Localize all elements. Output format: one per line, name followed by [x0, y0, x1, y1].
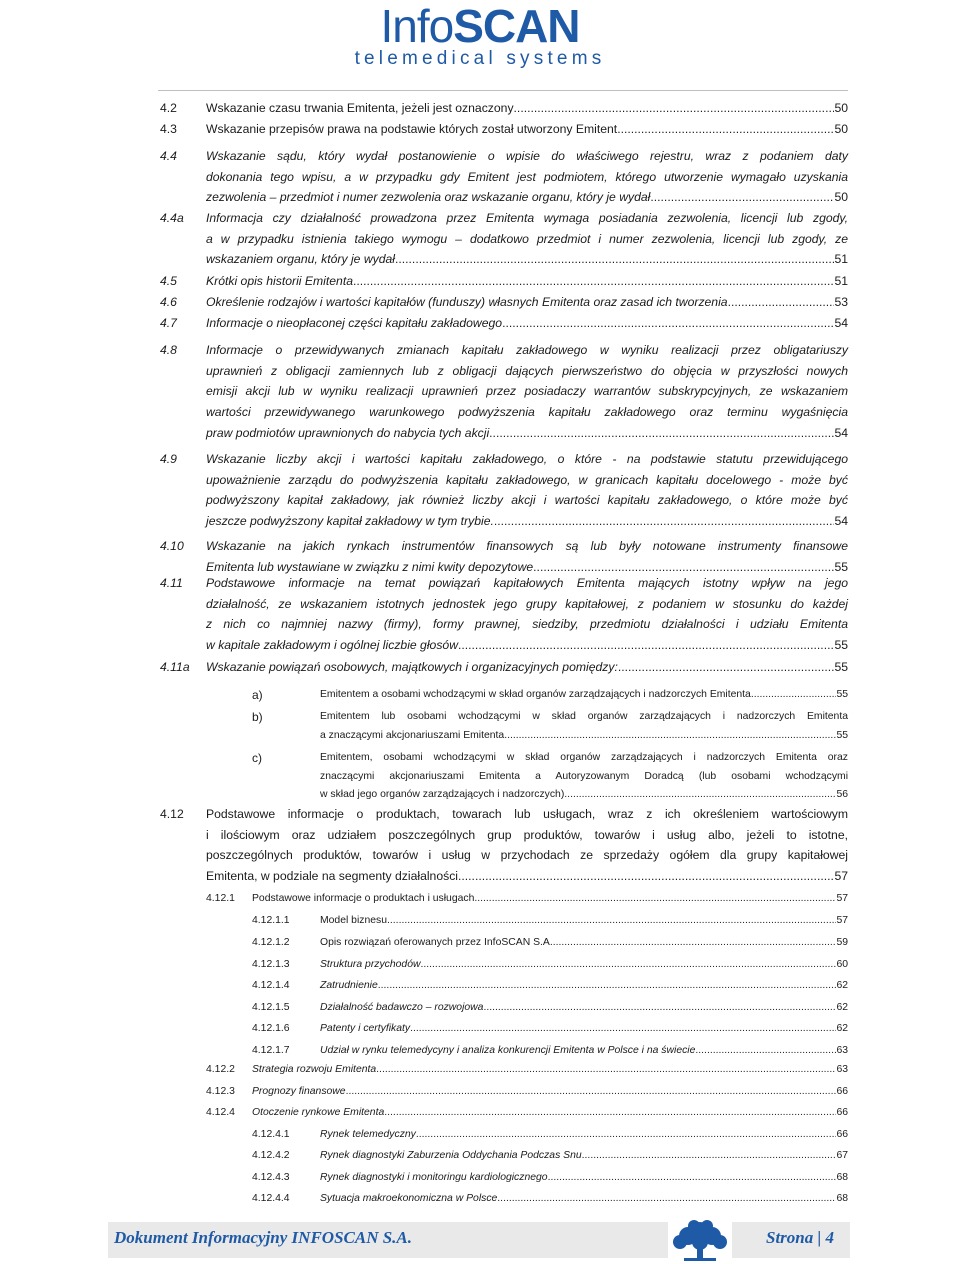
toc-entry-title: jeszcze podwyższony kapitał zakładowy w tym trybie. [206, 514, 494, 529]
toc-subentry-title: Prognozy finansowe [252, 1086, 346, 1097]
toc-subentry-line [320, 977, 848, 996]
toc-entry-last-line [206, 866, 848, 887]
toc-subentry-text [320, 708, 848, 745]
toc-dot-leader [458, 635, 834, 656]
toc-dot-leader [483, 999, 836, 1018]
toc-page-number: 62 [836, 1002, 848, 1013]
toc-entry-last-line [206, 249, 848, 270]
toc-page-number: 50 [834, 122, 848, 136]
toc-entry-number: 4.11 [160, 576, 183, 590]
tree-logo-icon [664, 1218, 736, 1264]
toc-entry-last-line [206, 187, 848, 208]
toc-page-number: 57 [834, 869, 848, 884]
toc-entry-title: w kapitale zakładowym i ogólnej liczbie głosów [206, 638, 458, 653]
toc-subentry-title: Otoczenie rynkowe Emitenta [252, 1107, 385, 1118]
toc-page-number: 54 [834, 425, 848, 440]
toc-dot-leader [582, 1147, 837, 1166]
toc-entry-title: Wskazanie czasu trwania Emitenta, jeżeli jest oznaczony [206, 101, 514, 115]
toc-subentry-title: Rynek diagnostyki i monitoringu kardiologicznego [320, 1172, 548, 1183]
toc-subentry-line [320, 1147, 848, 1166]
toc-subentry-number: 4.12.4.3 [252, 1172, 290, 1183]
toc-entry-text [206, 313, 848, 334]
toc-subentry-line [320, 934, 848, 953]
toc-page-number: 51 [834, 252, 848, 267]
toc-subentry-line [320, 999, 848, 1018]
toc-entry-title: Emitenta lub wystawiane w związku z nimi kwity depozytowe [206, 559, 534, 574]
toc-dot-leader [474, 890, 836, 909]
toc-page-number: 55 [836, 689, 848, 700]
toc-entry-title: Emitentem a osobami wchodzącymi w skład organów zarządzających i nadzorczych Emitenta [320, 689, 751, 700]
toc-entry-title: wskazaniem organu, który je wydał [206, 252, 395, 267]
toc-subentry-line [252, 890, 848, 909]
toc-entry-line: dokonania tego wpisu, a w przypadku gdy Emitent jest podmiotem, którego utworzenie wymagało uzyskania [206, 169, 848, 184]
toc-dot-leader [502, 313, 834, 334]
toc-page-number: 57 [836, 915, 848, 926]
toc-subentry-number: 4.12.1.6 [252, 1023, 290, 1034]
toc-entry-number: 4.5 [160, 274, 177, 288]
toc-subentry-number: 4.12.4 [206, 1107, 235, 1118]
toc-dot-leader [346, 1083, 837, 1102]
toc-entry-number: 4.3 [160, 122, 177, 136]
toc-entry-number: 4.7 [160, 316, 177, 330]
toc-entry-line: Informacja czy działalność prowadzona przez Emitenta wymaga posiadania zezwolenia, licencji lub zgody, [206, 211, 848, 225]
toc-entry-number: 4.11a [160, 660, 190, 674]
toc-page-number: 66 [836, 1107, 848, 1118]
toc-dot-leader [421, 956, 837, 975]
toc-entry-number: 4.6 [160, 295, 177, 309]
toc-entry-last-line [320, 786, 848, 805]
toc-entry-title: Wskazanie przepisów prawa na podstawie których został utworzony Emitent [206, 122, 618, 136]
toc-entry-last-line [206, 423, 848, 444]
toc-dot-leader [514, 98, 835, 119]
toc-subentry-line [320, 1126, 848, 1145]
logo-wordmark: InfoSCAN [380, 0, 580, 52]
toc-dot-leader [504, 727, 836, 746]
toc-subentry-title: Rynek telemedyczny [320, 1129, 416, 1140]
toc-subentry-label: c) [252, 751, 262, 765]
toc-entry-line: działalność, ze wskazaniem istotnych jednostek jego grupy kapitałowej, z podaniem w stosunku do każdej [206, 596, 848, 611]
toc-dot-leader [695, 1042, 836, 1061]
toc-entry-number: 4.8 [160, 343, 177, 357]
toc-page-number: 53 [834, 295, 848, 309]
toc-entry-title: Informacje o nieopłaconej części kapitału zakładowego [206, 316, 503, 330]
toc-subentry-number: 4.12.1.7 [252, 1045, 290, 1056]
toc-subentry-title: Rynek diagnostyki Zaburzenia Oddychania Podczas Snu [320, 1150, 582, 1161]
toc-entry-line: Podstawowe informacje na temat powiązań kapitałowych Emitenta mających istotny wpływ na jego [206, 576, 848, 590]
toc-subentry-line: Emitentem lub osobami wchodzącymi w skład organów zarządzających i nadzorczych Emitenta [320, 711, 848, 722]
toc-entry-number: 4.12 [160, 807, 184, 821]
toc-entry-last-line [206, 635, 848, 656]
toc-dot-leader [548, 1169, 837, 1188]
toc-page-number: 66 [836, 1129, 848, 1140]
toc-entry-line: poszczególnych produktów, towarów i usług w przychodach ze sprzedaży ogółem dla grupy kapitałowej [206, 848, 848, 863]
toc-entry-text [206, 340, 848, 444]
toc-subentry-title: Patenty i certyfikaty [320, 1023, 411, 1034]
toc-dot-leader [728, 292, 835, 313]
toc-dot-leader [494, 511, 835, 532]
toc-entry-line: podwyższony kapitał zakładowy, jak również liczby akcji i wartości kapitału zakładowego, o które może być [206, 493, 848, 508]
toc-entry-number: 4.2 [160, 101, 177, 115]
toc-subentry-number: 4.12.1.4 [252, 980, 290, 991]
toc-entry-last-line [206, 292, 848, 313]
toc-entry-last-line [206, 313, 848, 334]
toc-subentry-number: 4.12.2 [206, 1064, 235, 1075]
toc-dot-leader [458, 866, 834, 887]
toc-entry-line: i ilościowym oraz udziałem poszczególnych grup produktów, towarów i usług albo, jeżeli to istotne, [206, 827, 848, 842]
footer-page-number: Strona | 4 [766, 1228, 834, 1247]
toc-entry-line: Wskazanie sądu, który wydał postanowienie o wpisie do właściwego rejestru, wraz z podaniem daty [206, 149, 848, 163]
toc-subentry-line: Emitentem, osobami wchodzącymi w skład organów zarządzających i nadzorczych Emitenta oraz [320, 752, 848, 763]
toc-subentry-line [252, 1083, 848, 1102]
toc-page-number: 55 [834, 638, 848, 653]
toc-entry-line: emisji akcji lub w wyniku realizacji uprawnień przez posiadaczy warrantów subskrypcyjnych, ze wskazaniem [206, 384, 848, 399]
toc-dot-leader [376, 1061, 836, 1080]
toc-page-number: 66 [836, 1086, 848, 1097]
toc-subentry-number: 4.12.1.2 [252, 937, 290, 948]
toc-dot-leader [618, 657, 835, 678]
toc-dot-leader [617, 119, 834, 140]
toc-entry-title: praw podmiotów uprawnionych do nabycia tych akcji [206, 425, 490, 440]
toc-entry-number: 4.4 [160, 149, 177, 163]
toc-entry-last-line [206, 98, 848, 119]
toc-subentry-title: Udział w rynku telemedycyny i analiza konkurencji Emitenta w Polsce i na świecie [320, 1045, 696, 1056]
toc-entry-line: Wskazanie na jakich rynkach instrumentów finansowych są lub były notowane instrumenty finansowe [206, 539, 848, 553]
toc-subentry-label: b) [252, 710, 263, 724]
toc-entry-line: Podstawowe informacje o produktach, towarach lub usługach, wraz z ich określeniem wartościowym [206, 807, 848, 821]
toc-entry-last-line [206, 271, 848, 292]
toc-page-number: 60 [836, 959, 848, 970]
toc-entry-text [206, 573, 848, 656]
toc-entry-text [206, 449, 848, 532]
toc-subentry-line [320, 956, 848, 975]
toc-dot-leader [353, 271, 834, 292]
toc-subentry-line [320, 912, 848, 931]
toc-subentry-number: 4.12.4.4 [252, 1193, 290, 1204]
toc-dot-leader [410, 1020, 836, 1039]
toc-subentry-text [320, 686, 848, 705]
toc-entry-last-line [206, 511, 848, 532]
toc-entry-last-line [206, 119, 848, 140]
toc-page-number: 68 [836, 1172, 848, 1183]
toc-page-number: 56 [836, 789, 848, 800]
toc-page-number: 67 [836, 1150, 848, 1161]
toc-subentry-title: Podstawowe informacje o produktach i usługach [252, 893, 475, 904]
footer-document-title: Dokument Informacyjny INFOSCAN S.A. [114, 1228, 413, 1247]
toc-page-number: 57 [836, 893, 848, 904]
toc-subentry-line [252, 1104, 848, 1123]
toc-entry-line: uprawnień z obligacji zamiennych lub z obligacji dających pierwszeństwo do objęcia w przyszłości nowych [206, 363, 848, 378]
toc-subentry-title: Model biznesu [320, 915, 388, 926]
toc-dot-leader [416, 1126, 837, 1145]
toc-entry-number: 4.4a [160, 211, 184, 225]
toc-page-number: 63 [836, 1045, 848, 1056]
toc-entry-line: Wskazanie liczby akcji i wartości kapitału zakładowego, o które - na podstawie statutu przewidującego [206, 452, 848, 466]
toc-entry-line: upoważnienie zarządu do podwyższenia kapitału zakładowego, w granicach kapitału docelowego - może być [206, 472, 848, 487]
toc-subentry-title: Działalność badawczo – rozwojowa [320, 1002, 484, 1013]
toc-entry-text [206, 208, 848, 270]
toc-subentry-label: a) [252, 688, 263, 702]
toc-subentry-line [320, 1042, 848, 1061]
toc-dot-leader [378, 977, 837, 996]
toc-dot-leader [564, 786, 836, 805]
toc-entry-line: a w przypadku istnienia takiego wymogu – dodatkowo przedmiot i numer zezwolenia, licencji lub zgody, ze [206, 231, 848, 246]
toc-entry-text [206, 271, 848, 292]
toc-subentry-text [320, 749, 848, 805]
toc-subentry-number: 4.12.1 [206, 893, 235, 904]
toc-dot-leader [384, 1104, 836, 1123]
header-divider [158, 90, 848, 91]
toc-subentry-number: 4.12.1.3 [252, 959, 290, 970]
toc-dot-leader [553, 934, 837, 953]
toc-entry-line: wartości przewidywanego warunkowego podwyższenia kapitału zakładowego oraz terminu wygaśnięcia [206, 405, 848, 420]
page-footer [0, 1218, 960, 1264]
toc-subentry-line [320, 1169, 848, 1188]
toc-dot-leader [489, 423, 834, 444]
toc-page-number: 63 [836, 1064, 848, 1075]
toc-subentry-line [320, 1190, 848, 1209]
toc-subentry-number: 4.12.3 [206, 1086, 235, 1097]
toc-dot-leader [650, 187, 834, 208]
toc-entry-text [206, 146, 848, 208]
toc-subentry-number: 4.12.1.5 [252, 1002, 290, 1013]
toc-entry-number: 4.10 [160, 539, 184, 553]
toc-page-number: 62 [836, 1023, 848, 1034]
toc-dot-leader [395, 249, 834, 270]
toc-page-number: 55 [836, 729, 848, 741]
toc-page-number: 55 [834, 559, 848, 574]
toc-page-number: 50 [834, 190, 848, 205]
toc-page-number: 50 [834, 101, 848, 115]
toc-dot-leader [497, 1190, 836, 1209]
toc-subentry-title: Sytuacja makroekonomiczna w Polsce [320, 1193, 498, 1204]
toc-entry-title: a znaczącymi akcjonariuszami Emitenta [320, 729, 505, 741]
toc-subentry-line [320, 1020, 848, 1039]
toc-entry-last-line [206, 657, 848, 678]
toc-entry-title: Wskazanie powiązań osobowych, majątkowych i organizacyjnych pomiędzy: [206, 660, 618, 674]
toc-subentry-number: 4.12.4.1 [252, 1129, 290, 1140]
toc-entry-text [206, 657, 848, 678]
toc-subentry-line [252, 1061, 848, 1080]
toc-entry-line: z nich co najmniej nazwy (firmy), formy prawnej, siedziby, przedmiotu działalności i udziału Emitenta [206, 617, 848, 632]
toc-entry-number: 4.9 [160, 452, 177, 466]
toc-page-number: 54 [834, 316, 848, 330]
toc-dot-leader [751, 686, 837, 705]
toc-entry-title: Określenie rodzajów i wartości kapitałów (funduszy) własnych Emitenta oraz zasad ich tworzenia [206, 295, 728, 309]
toc-subentry-title: Struktura przychodów [320, 959, 421, 970]
toc-subentry-number: 4.12.4.2 [252, 1150, 290, 1161]
toc-dot-leader [387, 912, 836, 931]
toc-entry-line: Informacje o przewidywanych zmianach kapitału zakładowego w wyniku realizacji przez obligatariuszy [206, 343, 848, 357]
toc-entry-title: Krótki opis historii Emitenta [206, 274, 353, 288]
toc-entry-last-line [320, 727, 848, 746]
toc-entry-title: w skład jego organów zarządzających i nadzorczych) [320, 789, 565, 800]
toc-subentry-title: Strategia rozwoju Emitenta [252, 1064, 377, 1075]
toc-entry-text [206, 804, 848, 887]
logo-tagline: telemedical systems [354, 48, 606, 69]
toc-entry-title: Emitenta, w podziale na segmenty działalności [206, 869, 459, 884]
toc-subentry-title: Opis rozwiązań oferowanych przez InfoSCAN S.A. [320, 937, 553, 948]
toc-page-number: 68 [836, 1193, 848, 1204]
toc-entry-text [206, 119, 848, 140]
toc-entry-text [206, 98, 848, 119]
toc-entry-text [206, 536, 848, 577]
toc-page-number: 59 [836, 937, 848, 948]
toc-subentry-number: 4.12.1.1 [252, 915, 290, 926]
toc-entry-last-line [320, 686, 848, 705]
toc-page-number: 51 [834, 274, 848, 288]
toc-entry-text [206, 292, 848, 313]
toc-subentry-title: Zatrudnienie [320, 980, 378, 991]
toc-page-number: 54 [834, 514, 848, 529]
toc-subentry-line: znaczącymi akcjonariuszami Emitenta a Autoryzowanym Doradcą (lub osobami wchodzącymi [320, 770, 848, 782]
toc-entry-title: zezwolenia – przedmiot i numer zezwolenia oraz wskazanie organu, który je wydał [206, 190, 651, 205]
toc-page-number: 62 [836, 980, 848, 991]
toc-page-number: 55 [834, 660, 848, 674]
